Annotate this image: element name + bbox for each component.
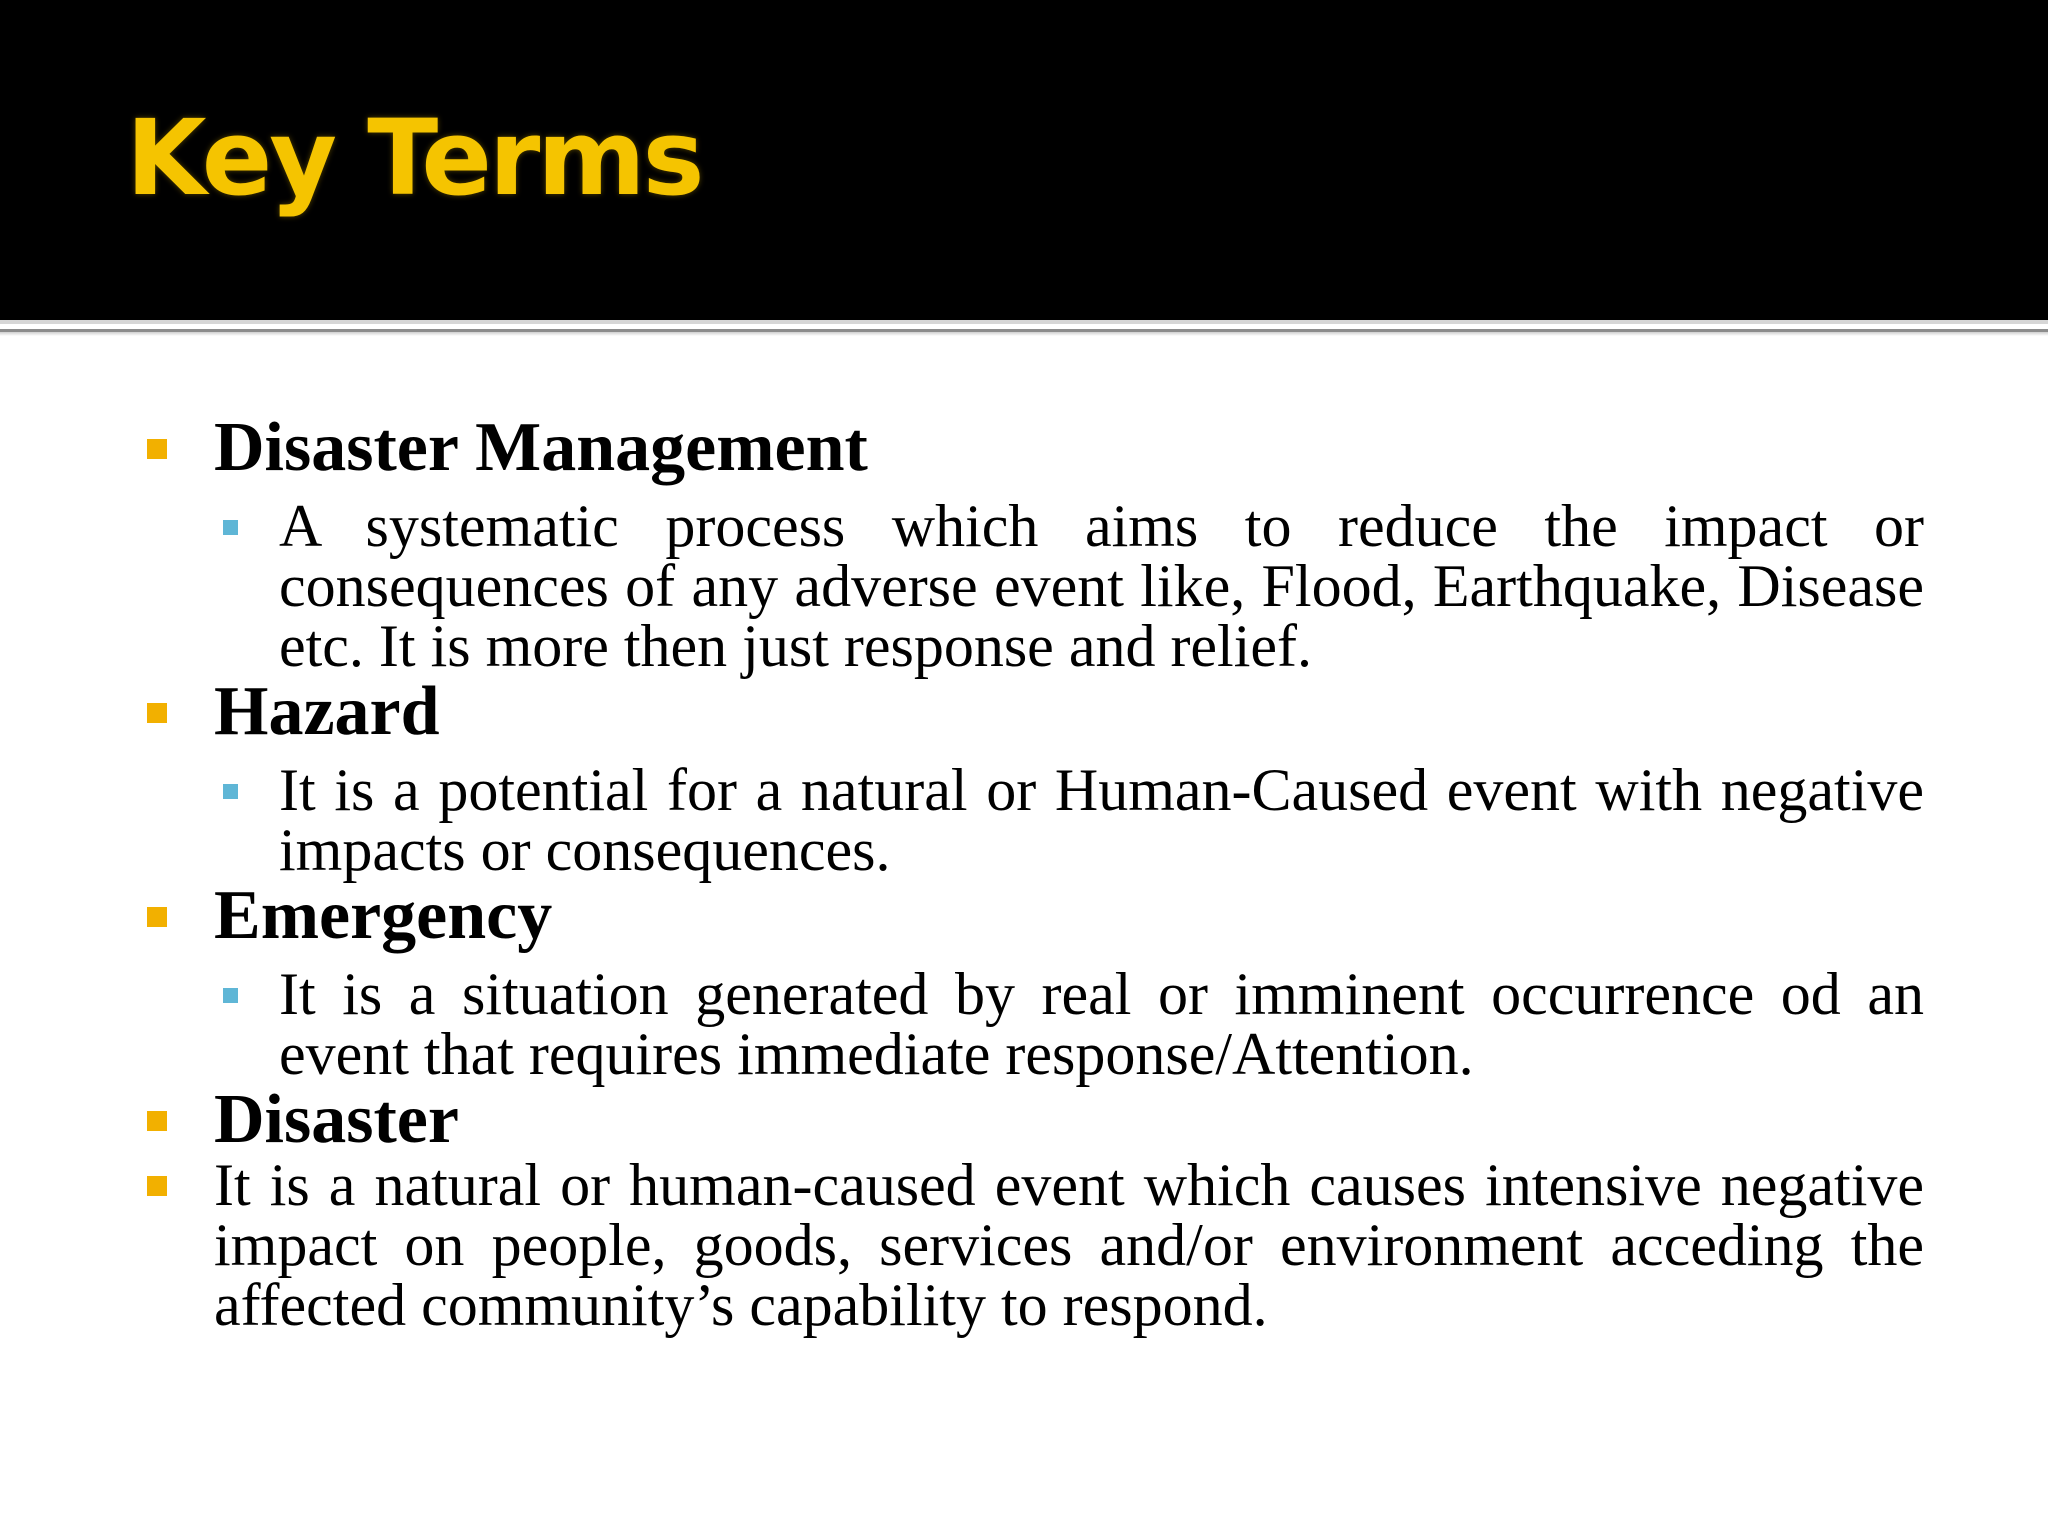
definition-disaster-management: [279, 493, 1924, 679]
blue-square-bullet-icon: [223, 784, 238, 799]
term-emergency: [214, 877, 1924, 954]
slide-title: Key Terms: [126, 97, 702, 219]
definition-emergency: [279, 961, 1924, 1087]
blue-square-bullet-icon: [223, 988, 238, 1003]
definition-hazard: [279, 757, 1924, 883]
term-heading: Emergency: [214, 877, 553, 954]
definition-text: It is a situation generated by real or imminent occurrence od an event that requires immediate response/Attention.: [279, 961, 1924, 1087]
gold-square-bullet-icon: [147, 439, 167, 459]
term-disaster: [214, 1081, 1924, 1158]
definition-text: A systematic process which aims to reduce the impact or consequences of any adverse event like, Flood, Earthquake, Disease etc. It is more then just response and relief.: [279, 493, 1924, 679]
term-hazard: [214, 673, 1924, 750]
definition-disaster: [214, 1152, 1924, 1338]
definition-text: It is a natural or human-caused event which causes intensive negative impact on people, goods, services and/or environment acceding the affected community’s capability to respond.: [214, 1152, 1924, 1338]
gold-square-bullet-icon: [147, 1111, 167, 1131]
term-heading: Disaster Management: [214, 409, 868, 486]
gold-square-bullet-icon: [147, 703, 167, 723]
blue-square-bullet-icon: [223, 520, 238, 535]
gold-square-bullet-icon: [147, 907, 167, 927]
term-heading: Hazard: [214, 673, 440, 750]
term-disaster-management: [214, 409, 1924, 486]
term-heading: Disaster: [214, 1081, 459, 1158]
gold-square-bullet-icon: [147, 1176, 167, 1196]
definition-text: It is a potential for a natural or Human-Caused event with negative impacts or consequences.: [279, 757, 1924, 883]
